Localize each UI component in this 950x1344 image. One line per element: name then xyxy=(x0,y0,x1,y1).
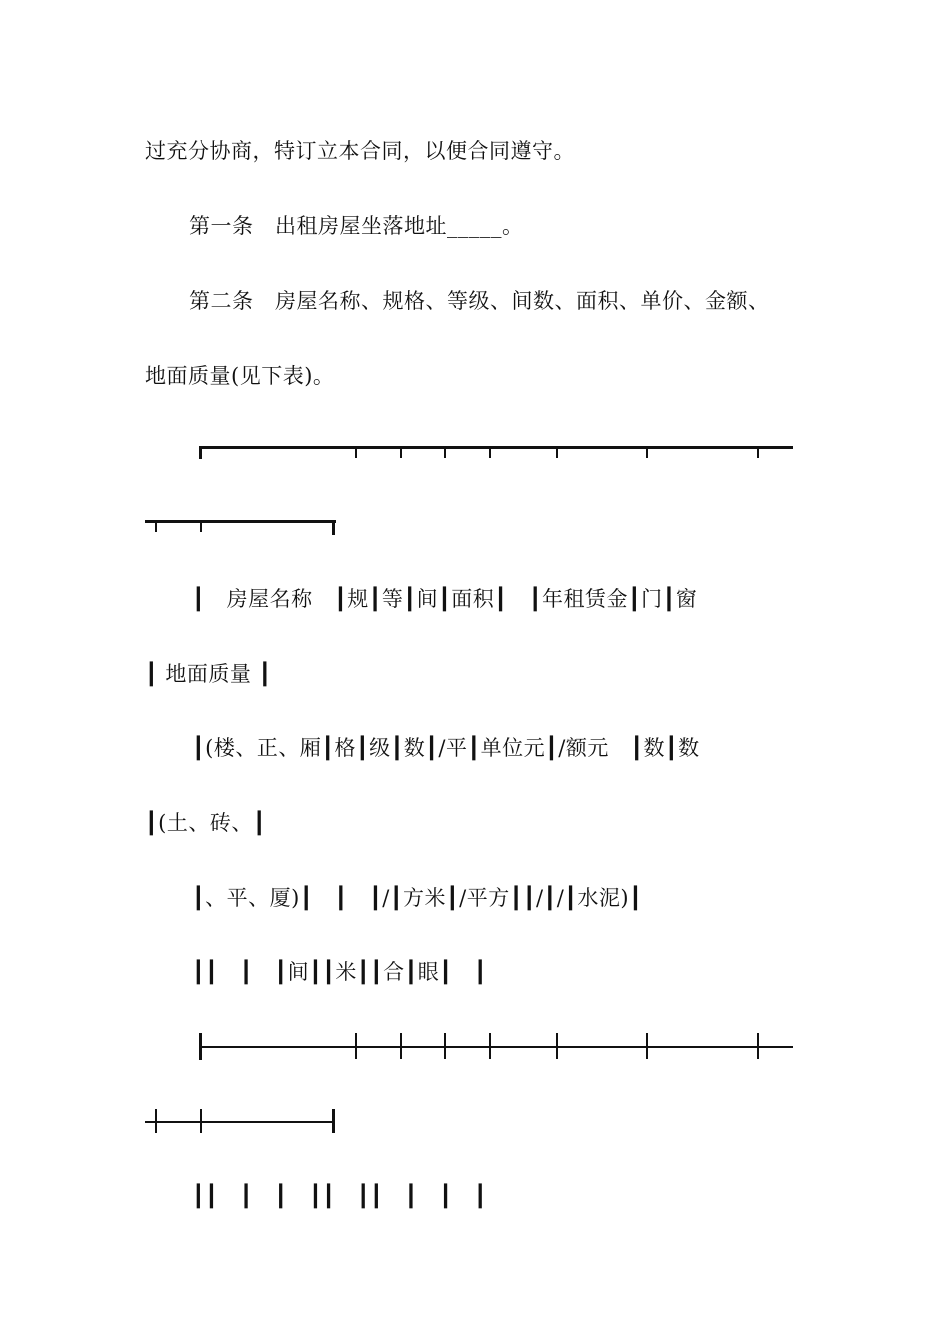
table-header-row-1: ┃ 房屋名称 ┃规┃等┃间┃面积┃ ┃年租赁金┃门┃窗 xyxy=(192,587,698,611)
table-separator xyxy=(199,1033,793,1061)
table-top-border xyxy=(199,446,793,460)
table-body-row: ┃┃ ┃ ┃ ┃┃ ┃┃ ┃ ┃ ┃ xyxy=(192,1184,488,1208)
table-top-border-cont xyxy=(145,520,337,536)
paragraph-intro: 过充分协商，特订立本合同，以便合同遵守。 xyxy=(145,139,575,163)
table-header-row-2: ┃(楼、正、厢┃格┃级┃数┃/平┃单位元┃/额元 ┃数┃数 xyxy=(192,736,700,760)
table-header-row-2-cont: ┃(土、砖、┃ xyxy=(145,811,266,835)
table-separator-cont xyxy=(145,1109,337,1135)
table-header-row-4: ┃┃ ┃ ┃间┃┃米┃┃合┃眼┃ ┃ xyxy=(192,960,488,984)
paragraph-article-2-cont: 地面质量(见下表)。 xyxy=(145,364,335,388)
paragraph-article-2: 第二条 房屋名称、规格、等级、间数、面积、单价、金额、 xyxy=(189,289,770,313)
table-header-row-1-cont: ┃ 地面质量 ┃ xyxy=(145,662,272,686)
paragraph-article-1: 第一条 出租房屋坐落地址_____。 xyxy=(189,214,524,238)
table-header-row-3: ┃、平、厦)┃ ┃ ┃/┃方米┃/平方┃┃/┃/┃水泥)┃ xyxy=(192,886,643,910)
